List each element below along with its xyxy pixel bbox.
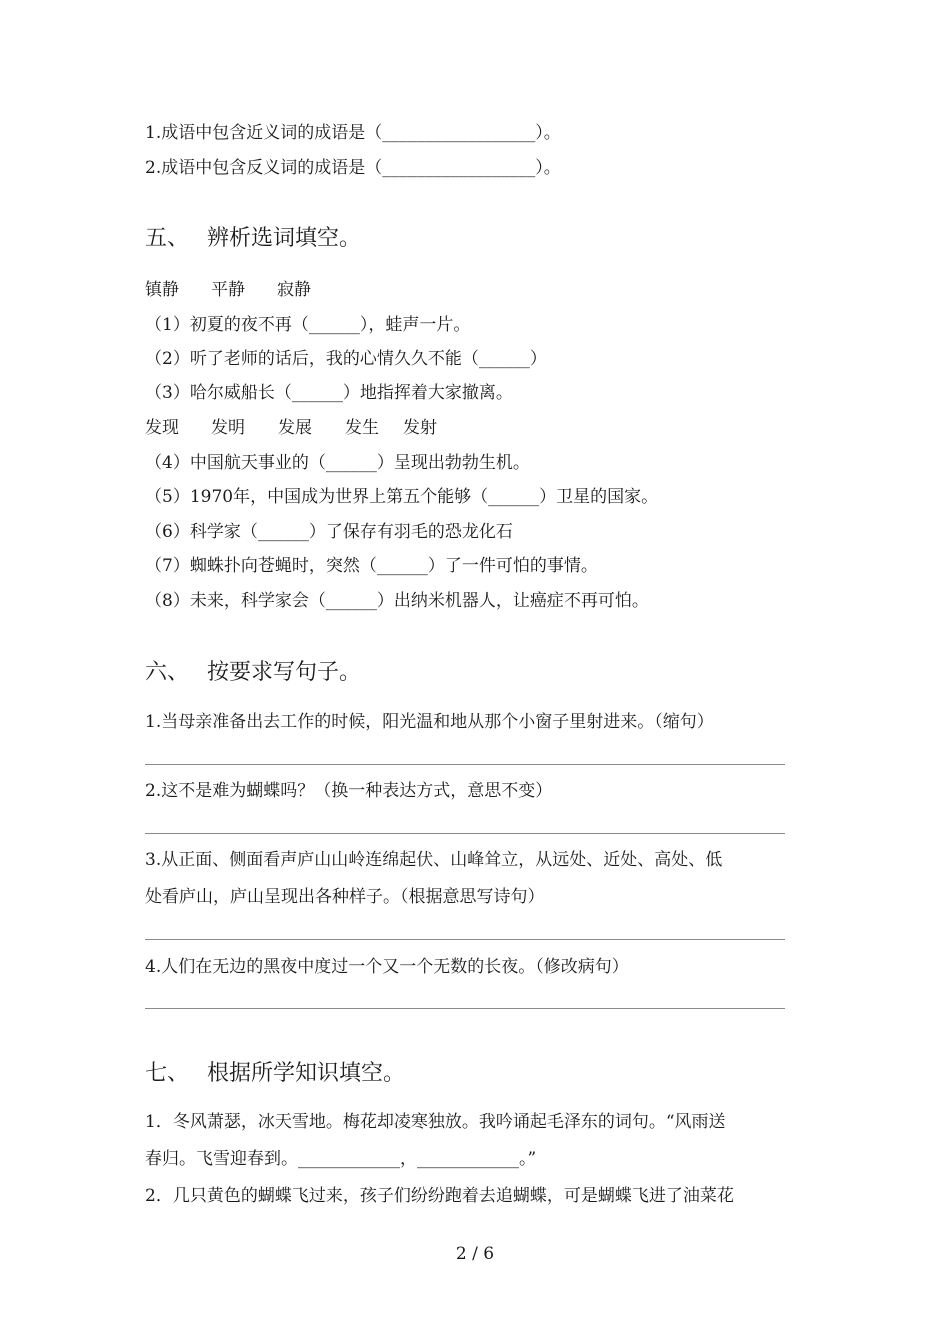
fill-item-3: （3）哈尔威船长（______）地指挥着大家撤离。 [145, 383, 513, 403]
section-6-number: 六、 [145, 660, 190, 685]
word-bank-1 [145, 280, 311, 300]
fill-item-6: （6）科学家（______）了保存有羽毛的恐龙化石 [145, 522, 513, 542]
sentence-question-3-line1: 3.从正面、侧面看声庐山山岭连绵起伏、山峰耸立，从远处、近处、高处、低 [145, 850, 723, 870]
knowledge-question-1-line1: 1．冬风萧瑟，冰天雪地。梅花却凌寒独放。我吟诵起毛泽东的词句。“风雨送 [145, 1112, 726, 1132]
knowledge-question-1-line2: 春归。飞雪迎春到。____________，____________。” [145, 1149, 537, 1169]
word-bank-word: 发射 [403, 418, 437, 438]
idiom-synonym-question: 1.成语中包含近义词的成语是（__________________）。 [145, 123, 561, 143]
answer-line-4[interactable] [145, 1008, 785, 1009]
word-bank-word: 发展 [278, 418, 312, 438]
section-7-number: 七、 [145, 1061, 190, 1086]
sentence-question-4: 4.人们在无边的黑夜中度过一个又一个无数的长夜。（修改病句） [145, 957, 629, 977]
word-bank-word: 镇静 [145, 280, 179, 300]
knowledge-question-2-line1: 2．几只黄色的蝴蝶飞过来，孩子们纷纷跑着去追蝴蝶，可是蝴蝶飞进了油菜花 [145, 1186, 734, 1206]
word-bank-word: 发生 [345, 418, 379, 438]
section-5-heading [145, 226, 361, 252]
fill-item-5: （5）1970年，中国成为世界上第五个能够（______）卫星的国家。 [145, 487, 659, 507]
sentence-question-1: 1.当母亲准备出去工作的时候，阳光温和地从那个小窗子里射进来。（缩句） [145, 712, 714, 732]
sentence-question-2: 2.这不是难为蝴蝶吗？（换一种表达方式，意思不变） [145, 781, 553, 801]
section-5-number: 五、 [145, 226, 190, 251]
section-5-title: 辨析选词填空。 [207, 226, 362, 251]
fill-item-4: （4）中国航天事业的（______）呈现出勃勃生机。 [145, 453, 530, 473]
idiom-antonym-question: 2.成语中包含反义词的成语是（__________________）。 [145, 158, 561, 178]
answer-line-1[interactable] [145, 764, 785, 765]
section-6-heading [145, 660, 361, 686]
fill-item-7: （7）蜘蛛扑向苍蝇时，突然（______）了一件可怕的事情。 [145, 556, 598, 576]
fill-item-2: （2）听了老师的话后，我的心情久久不能（______） [145, 349, 547, 369]
word-bank-word: 寂静 [277, 280, 311, 300]
fill-item-1: （1）初夏的夜不再（______），蛙声一片。 [145, 315, 471, 335]
section-6-title: 按要求写句子。 [207, 660, 362, 685]
answer-line-3[interactable] [145, 939, 785, 940]
word-bank-word: 发明 [211, 418, 245, 438]
page-number: 2 / 6 [455, 1244, 495, 1264]
fill-item-8: （8）未来，科学家会（______）出纳米机器人，让癌症不再可怕。 [145, 591, 649, 611]
answer-line-2[interactable] [145, 833, 785, 834]
section-7-heading [145, 1061, 405, 1087]
word-bank-2 [145, 418, 437, 438]
word-bank-word: 平静 [211, 280, 245, 300]
sentence-question-3-line2: 处看庐山，庐山呈现出各种样子。（根据意思写诗句） [145, 887, 545, 907]
word-bank-word: 发现 [145, 418, 179, 438]
section-7-title: 根据所学知识填空。 [207, 1061, 406, 1086]
